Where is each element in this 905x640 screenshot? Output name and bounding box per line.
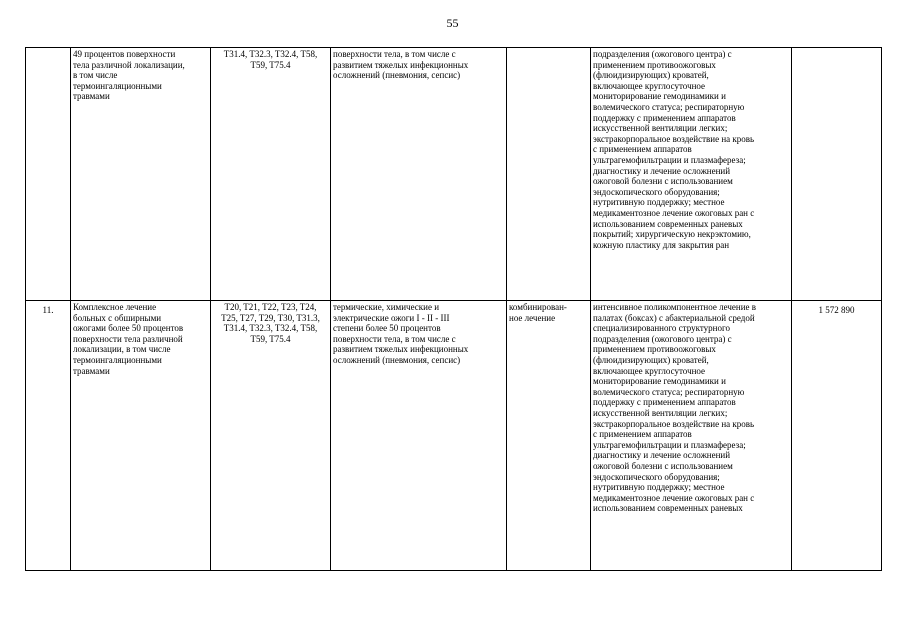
treatment-type-cell	[507, 48, 591, 301]
patient-model-cell: термические, химические и электрические ожоги I - II - III степени более 50 процентов поверхности тела, в том числе с развитием тяжелых инфекционных осложнений (пневмония, сепсис)	[331, 301, 507, 571]
table-row	[26, 301, 882, 571]
intervention-name-cell: Комплексное лечение больных с обширными ожогами более 50 процентов поверхности тела различной локализации, в том числе термоингаляционными травмами	[71, 301, 211, 571]
icd-codes-cell: T20, T21, T22, T23, T24, T25, T27, T29, T30, T31.3, T31.4, T32.3, T32.4, T58, T59, T75.4	[211, 301, 331, 571]
financial-norm-cell	[792, 48, 882, 301]
patient-model-cell: поверхности тела, в том числе с развитием тяжелых инфекционных осложнений (пневмония, сепсис)	[331, 48, 507, 301]
row-number-cell	[26, 48, 71, 301]
intervention-name-cell: 49 процентов поверхности тела различной локализации, в том числе термоингаляционными травмами	[71, 48, 211, 301]
treatment-method-cell: подразделения (ожогового центра) с применением противоожоговых (флюидизирующих) кроватей, включающее круглосуточное мониторирование гемодинамики и волемического статуса; респираторную поддержку с применением аппаратов искусственной вентиляции легких; экстракорпоральное воздействие на кровь с применением аппаратов ультрагемофильтрации и плазмафереза; диагностику и лечение осложнений ожоговой болезни с использованием эндоскопического оборудования; нутритивную поддержку; местное медикаментозное лечение ожоговых ран с использованием современных раневых покрытий; хирургическую некрэктомию, кожную пластику для закрытия ран	[591, 48, 792, 301]
icd-codes-cell: T31.4, T32.3, T32.4, T58, T59, T75.4	[211, 48, 331, 301]
financial-norm-cell: 1 572 890	[792, 301, 882, 571]
page-number: 55	[446, 16, 459, 30]
row-number-cell: 11.	[26, 301, 71, 571]
treatment-method-cell: интенсивное поликомпонентное лечение в палатах (боксах) с абактериальной средой специализированного структурного подразделения (ожогового центра) с применением противоожоговых (флюидизирующих) кроватей, включающее круглосуточное мониторирование гемодинамики и волемического статуса; респираторную поддержку с применением аппаратов искусственной вентиляции легких; экстракорпоральное воздействие на кровь с применением аппаратов ультрагемофильтрации и плазмафереза; диагностику и лечение осложнений ожоговой болезни с использованием эндоскопического оборудования; нутритивную поддержку; местное медикаментозное лечение ожоговых ран с использованием современных раневых	[591, 301, 792, 571]
document-table	[25, 47, 882, 571]
table-row	[26, 48, 882, 301]
treatment-type-cell: комбинирован- ное лечение	[507, 301, 591, 571]
